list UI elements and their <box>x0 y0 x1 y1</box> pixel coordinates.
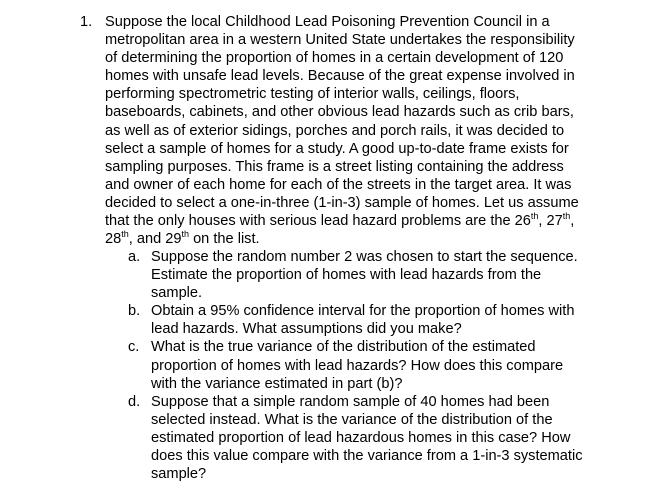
ordinal-suffix: th <box>562 211 571 222</box>
sub-question-line: Estimate the proportion of homes with lead hazards from the <box>151 267 542 284</box>
problem-line: decided to select a one-in-three (1-in-3) sample of homes. Let us assume <box>105 194 579 211</box>
problem-line: performing spectrometric testing of interior walls, ceilings, floors, <box>105 86 520 103</box>
problem-line-ordinals <box>105 212 635 230</box>
line-text: that the only houses with serious lead hazard problems are the 26 <box>105 213 531 230</box>
sub-question-line: What is the true variance of the distribution of the estimated <box>151 339 536 356</box>
line-text: on the list. <box>189 231 260 248</box>
sub-question-a <box>80 248 640 302</box>
sub-question-c <box>80 338 640 392</box>
sub-question-label: d. <box>128 393 141 410</box>
sub-question-line: sample? <box>151 466 207 483</box>
sub-question-line: selected instead. What is the variance of the distribution of the <box>151 411 553 428</box>
sub-question-d <box>80 393 640 483</box>
sub-question-label: b. <box>128 303 141 320</box>
problem-line-ordinals <box>105 230 635 248</box>
sub-question-text <box>151 338 640 392</box>
sub-question-line: with the variance estimated in part (b)? <box>151 375 403 392</box>
problem-line: as well as of exterior sidings, porches and porch rails, it was decided to <box>105 122 565 139</box>
problem-line: homes with unsafe lead levels. Because of the great expense involved in <box>105 68 575 85</box>
sub-question-line: lead hazards. What assumptions did you make? <box>151 321 462 338</box>
problem-line: of determining the proportion of homes in a certain development of 120 <box>105 50 564 67</box>
ordinal-suffix: th <box>181 229 190 240</box>
problem-line: select a sample of homes for a study. A good up-to-date frame exists for <box>105 140 569 157</box>
problem-number: 1. <box>80 14 93 30</box>
sub-questions <box>80 248 640 483</box>
problem-statement <box>105 13 635 248</box>
sub-question-text <box>151 393 640 483</box>
line-text: 28 <box>105 231 122 248</box>
ordinal-suffix: th <box>530 211 539 222</box>
sub-question-line: sample. <box>151 285 203 302</box>
line-text: , and 29 <box>128 231 182 248</box>
sub-question-label: c. <box>128 339 140 356</box>
ordinal-suffix: th <box>121 229 129 240</box>
problem-line: baseboards, cabinets, and other obvious lead hazards such as crib bars, <box>105 104 574 121</box>
line-text: , 27 <box>538 213 563 230</box>
sub-question-line: proportion of homes with lead hazards? How does this compare <box>151 357 564 374</box>
sub-question-line: Suppose the random number 2 was chosen to start the sequence. <box>151 249 578 265</box>
sub-question-b <box>80 302 640 338</box>
sub-question-line: Obtain a 95% confidence interval for the proportion of homes with <box>151 303 575 320</box>
sub-question-line: does this value compare with the variance from a 1-in-3 systematic <box>151 448 583 465</box>
problem-line: and owner of each home for each of the streets in the target area. It was <box>105 176 572 193</box>
problem-line: metropolitan area in a western United State undertakes the responsibility <box>105 32 575 49</box>
sub-question-text <box>151 302 640 338</box>
sub-question-line: Suppose that a simple random sample of 40 homes had been <box>151 393 550 410</box>
sub-question-line: estimated proportion of lead hazardous homes in this case? How <box>151 429 571 446</box>
line-text: , <box>570 213 575 230</box>
sub-question-text <box>151 248 640 302</box>
sub-question-label: a. <box>128 249 141 265</box>
problem-line: Suppose the local Childhood Lead Poisoning Prevention Council in a <box>105 14 550 30</box>
problem-line: sampling purposes. This frame is a street listing containing the address <box>105 158 564 175</box>
